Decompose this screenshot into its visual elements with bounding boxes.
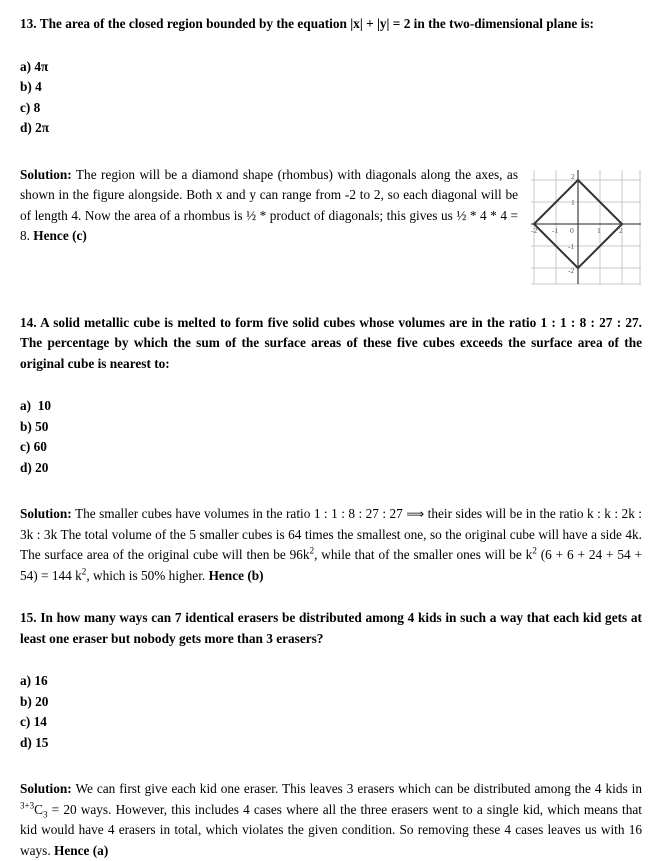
spacer bbox=[20, 291, 642, 313]
y-tick-neg2: -2 bbox=[568, 265, 575, 275]
question-block-15 bbox=[20, 608, 642, 861]
hence-13: Hence (c) bbox=[33, 228, 87, 243]
x-tick-1: 1 bbox=[597, 225, 601, 235]
solution-14-part4: (6 + 6 + 24 + 54 + 54) = 144 k bbox=[20, 547, 642, 583]
solution-label-15: Solution: bbox=[20, 781, 72, 796]
solution-body-13: The region will be a diamond shape (rhombus) with diagonals along the axes, as shown in the figure alongside. Both x and y can range from -2 to 2, so each diagonal will be of length 4. Now the area of a rhombus is ½ * product of diagonals; this gives us ½ * 4 * 4 = 8. bbox=[20, 166, 518, 243]
figure-background bbox=[530, 167, 642, 287]
question-block-13 bbox=[20, 14, 642, 291]
combination-subscript: 3 bbox=[43, 809, 48, 820]
option-15-c[interactable]: c) 14 bbox=[20, 714, 47, 729]
solution-15-part1: We can first give each kid one eraser. This leaves 3 erasers which can be distributed among the 4 kids in bbox=[71, 781, 642, 796]
question-15-options bbox=[20, 671, 642, 753]
option-14-a[interactable]: a) 10 bbox=[20, 398, 52, 413]
question-13-prompt: 13. The area of the closed region bounded by the equation |x| + |y| = 2 in the two-dimensional plane is: bbox=[20, 16, 594, 31]
option-15-b[interactable]: b) 20 bbox=[20, 693, 49, 709]
hence-15: Hence (a) bbox=[53, 842, 109, 858]
question-block-14 bbox=[20, 313, 642, 587]
spacer bbox=[20, 649, 642, 671]
option-15-a[interactable]: a) 16 bbox=[20, 673, 48, 688]
y-tick-neg1: -1 bbox=[568, 241, 575, 251]
spacer bbox=[20, 35, 642, 57]
exponent-96k: 2 bbox=[309, 545, 315, 556]
exponent-144k: 2 bbox=[81, 566, 87, 577]
y-tick-2: 2 bbox=[571, 171, 575, 181]
combination-superscript: 3+3 bbox=[20, 800, 35, 811]
y-tick-1: 1 bbox=[571, 197, 575, 207]
spacer bbox=[20, 478, 642, 504]
rhombus-figure bbox=[530, 167, 642, 287]
option-14-d[interactable]: d) 20 bbox=[20, 459, 49, 475]
solution-14-part5: , which is 50% higher. bbox=[86, 567, 209, 583]
y-tick-zero: 0 bbox=[570, 225, 574, 235]
x-tick-neg1: -1 bbox=[552, 225, 559, 235]
option-14-b[interactable]: b) 50 bbox=[20, 418, 49, 434]
combination-notation bbox=[20, 800, 48, 820]
combination-base: C bbox=[34, 801, 43, 817]
option-13-b[interactable]: b) 4 bbox=[20, 79, 42, 94]
spacer bbox=[20, 753, 642, 779]
question-15-solution bbox=[20, 779, 642, 861]
question-14-prompt: 14. A solid metallic cube is melted to form five solid cubes whose volumes are in the ratio 1 : 1 : 8 : 27 : 27. The percentage by which the sum of the surface areas of these five cubes exceeds the surface area of the original cube is nearest to: bbox=[20, 314, 642, 371]
option-15-d[interactable]: d) 15 bbox=[20, 734, 49, 750]
solution-14-part1: The smaller cubes have volumes in the ratio 1 : 1 : 8 : 27 : 27 bbox=[71, 506, 407, 521]
option-13-a[interactable]: a) 4π bbox=[20, 58, 49, 74]
question-14-options bbox=[20, 396, 642, 478]
spacer bbox=[20, 374, 642, 396]
hence-14: Hence (b) bbox=[208, 567, 264, 583]
spacer bbox=[20, 586, 642, 608]
solution-label-13: Solution: bbox=[20, 166, 72, 182]
solution-15-part2: = 20 ways. However, this includes 4 cases where all the three erasers went to a single kid, which means that kid would have 4 erasers in total, which violates the given condition. So removing these 4 cases leaves us with 16 ways. bbox=[20, 801, 642, 858]
solution-14-part3: , while that of the smaller ones will be k bbox=[314, 547, 533, 562]
question-15-prompt: 15. In how many ways can 7 identical erasers be distributed among 4 kids in such a way that each kid gets at least one eraser but nobody gets more than 3 erasers? bbox=[20, 610, 642, 646]
exponent-k-squared: 2 bbox=[532, 545, 537, 556]
x-tick-neg2: -2 bbox=[531, 225, 538, 235]
option-13-d[interactable]: d) 2π bbox=[20, 120, 50, 135]
solution-14-part2: their sides will be in the ratio k : k : 2k : 3k : 3k The total volume of the 5 smaller cubes is 64 times the smallest one, so the original cube will have a side 4k. The surface area of the original cube will then be 96k bbox=[20, 506, 642, 562]
implies-arrow-icon: ⟹ bbox=[406, 506, 425, 521]
option-14-c[interactable]: c) 60 bbox=[20, 439, 47, 454]
question-13-options bbox=[20, 57, 642, 139]
rhombus-figure-svg bbox=[530, 167, 642, 287]
option-13-c[interactable]: c) 8 bbox=[20, 99, 41, 115]
question-14-solution bbox=[20, 504, 642, 586]
x-tick-2: 2 bbox=[619, 225, 623, 235]
solution-label-14: Solution: bbox=[20, 506, 72, 521]
question-13-solution-wrap bbox=[20, 165, 642, 291]
spacer bbox=[20, 139, 642, 165]
